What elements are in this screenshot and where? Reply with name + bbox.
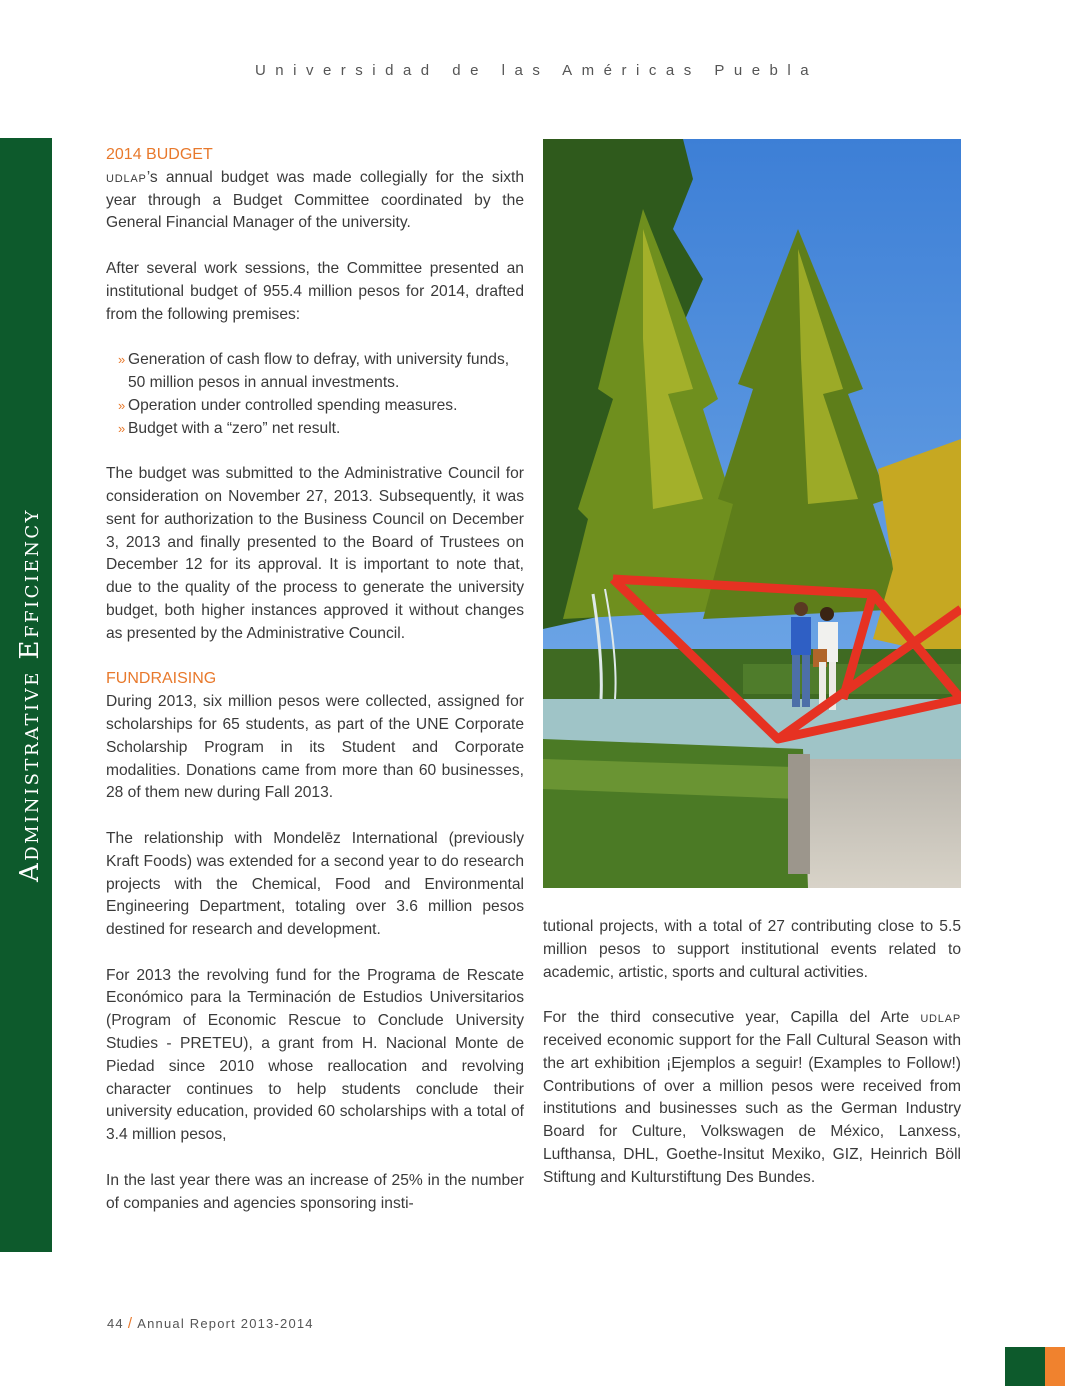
corner-block-orange (1045, 1347, 1065, 1386)
fundraising-paragraph-3: For 2013 the revolving fund for the Programa de Rescate Económico para la Terminación de Estudios Universitarios (Program of Economic Rescue to Conclude University Studies - PRETEU), a grant from H. Nacional Monte de Piedad since 2010 whose reallocation and revolving character continues to help students conclude their university education, provided 60 scholarships with a total of 3.4 million pesos, (106, 966, 524, 1144)
list-item-text: Budget with a “zero” net result. (128, 419, 341, 437)
budget-paragraph-3: The budget was submitted to the Administrative Council for consideration on November 27, 2013. Subsequently, it was sent for authorization to the Business Council on December 3, 2013 and finally presented to the Board of Trustees on December 12 for its approval. It is important to note that, due to the quality of the process to generate the university budget, both higher instances approved it without changes as presented by the Administrative Council. (106, 465, 524, 642)
capilla-paragraph-start: For the third consecutive year, Capilla del Arte (543, 1009, 921, 1027)
capilla-paragraph (543, 1007, 961, 1189)
corner-block-green (1005, 1347, 1045, 1386)
page-footer (107, 1315, 314, 1332)
list-item (118, 349, 524, 395)
budget-paragraph-1 (106, 167, 524, 235)
right-column (543, 916, 961, 1190)
list-item (118, 395, 524, 418)
continued-paragraph: tutional projects, with a total of 27 contributing close to 5.5 million pesos to support institutional events related to academic, artistic, sports and cultural activities. (543, 918, 961, 981)
list-item-text: Generation of cash flow to defray, with university funds, 50 million pesos in annual investments. (128, 351, 510, 391)
premises-list (106, 349, 524, 440)
bullet-marker: » (118, 352, 126, 368)
bullet-marker: » (118, 420, 126, 436)
section-title-vertical: Administrative Efficiency (15, 507, 45, 883)
bullet-marker: » (118, 397, 126, 413)
campus-sculpture-photo (543, 139, 961, 888)
left-column (106, 144, 524, 1215)
capilla-paragraph-rest: received economic support for the Fall Cultural Season with the art exhibition ¡Ejemplos a seguir! (Examples to Follow!) Contributions of over a million pesos were received from institutions and businesses such as the German Industry Board for Culture, Volkswagen de México, Lanxess, Lufthansa, DHL, Goethe-Insitut Mexiko, GIZ, Heinrich Böll Stiftung and Kulturstiftung Des Bundes. (543, 1031, 961, 1186)
budget-heading: 2014 BUDGET (106, 146, 213, 163)
udlap-acronym: udlap (106, 168, 147, 186)
page-number: 44 (107, 1316, 124, 1331)
footer-separator: / (127, 1315, 134, 1332)
running-header: Universidad de las Américas Puebla (254, 62, 819, 79)
udlap-acronym: udlap (920, 1009, 961, 1027)
fundraising-paragraph-2: The relationship with Mondelēz International (previously Kraft Foods) was extended for a second year to do research projects with the Chemical, Food and Environmental Engineering Department, totaling over 3.6 million pesos destined for research and development. (106, 829, 524, 939)
report-title: Annual Report 2013-2014 (137, 1316, 314, 1331)
fundraising-heading: FUNDRAISING (106, 670, 217, 688)
list-item (118, 418, 524, 441)
budget-paragraph-1-text: ’s annual budget was made collegially for the sixth year through a Budget Committee coordinated by the General Financial Manager of the university. (106, 168, 524, 232)
budget-paragraph-2: After several work sessions, the Committee presented an institutional budget of 955.4 million pesos for 2014, drafted from the following premises: (106, 259, 524, 323)
fundraising-paragraph-4: In the last year there was an increase of 25% in the number of companies and agencies sponsoring insti- (106, 1171, 524, 1212)
list-item-text: Operation under controlled spending measures. (128, 396, 458, 414)
fundraising-paragraph-1: During 2013, six million pesos were collected, assigned for scholarships for 65 students, as part of the UNE Corporate Scholarship Program in its Student and Corporate modalities. Donations came from more than 60 businesses, 28 of them new during Fall 2013. (106, 693, 524, 802)
